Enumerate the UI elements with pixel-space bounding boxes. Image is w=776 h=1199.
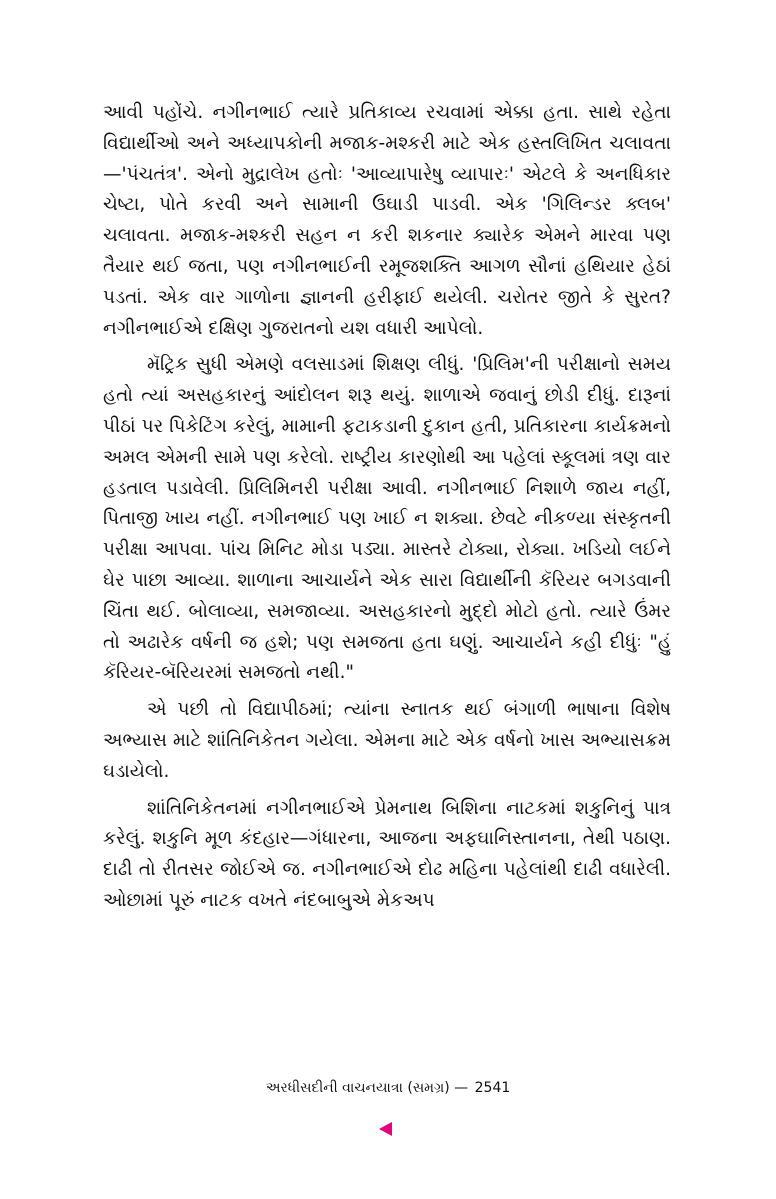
- page-footer: [0, 1078, 776, 1098]
- paragraph-2: મૅટ્રિક સુધી એમણે વલસાડમાં શિક્ષણ લીધું. 'પ્રિલિમ'ની પરીક્ષાનો સમય હતો ત્યાં અસહકારનું આંદોલન શરૂ થયું. શાળાએ જવાનું છોડી દીધું. દારૂનાં પીઠાં પર પિકેટિંગ કરેલું, મામાની ફટાકડાની દુકાન હતી, પ્રતિકારના કાર્યક્રમનો અમલ એમની સામે પણ કરેલો. રાષ્ટ્રીય કારણોથી આ પહેલાં સ્કૂલમાં ત્રણ વાર હડતાલ પડાવેલી. પ્રિલિમિનરી પરીક્ષા આવી. નગીનભાઈ નિશાળે જાય નહીં, પિતાજી ખાય નહીં. નગીનભાઈ પણ ખાઈ ન શક્યા. છેવટે નીકળ્યા સંસ્કૃતની પરીક્ષા આપવા. પાંચ મિનિટ મોડા પડ્યા. માસ્તરે ટોક્યા, રોક્યા. ખડિયો લઈને ઘેર પાછા આવ્યા. શાળાના આચાર્યને એક સારા વિદ્યાર્થીની કૅરિયર બગડવાની ચિંતા થઈ. બોલાવ્યા, સમજાવ્યા. અસહકારનો મુદ્દો મોટો હતો. ત્યારે ઉંમર તો અઢારેક વર્ષની જ હશે; પણ સમજતા હતા ઘણું. આચાર્યને કહી દીધુંઃ "હું કૅરિયર-બૅરિયરમાં સમજતો નથી.": [103, 354, 672, 684]
- paragraph-3: એ પછી તો વિદ્યાપીઠમાં; ત્યાંના સ્નાતક થઈ બંગાળી ભાષાના વિશેષ અભ્યાસ માટે શાંતિનિકેતન ગયેલા. એમના માટે એક વર્ષનો ખાસ અભ્યાસક્રમ ઘડાયેલો.: [103, 699, 671, 782]
- paragraph-1: આવી પહોંચે. નગીનભાઈ ત્યારે પ્રતિકાવ્ય રચવામાં એક્કા હતા. સાથે રહેતા વિદ્યાર્થીઓ અને અધ્યાપકોની મજાક-મશ્કરી માટે એક હસ્તલિખિત ચલાવતા—'પંચતંત્ર'. એનો મુદ્રાલેખ હતોઃ 'આવ્યાપારેષુ વ્યાપારઃ' એટલે કે અનધિકાર ચેષ્ટા, પોતે કરવી અને સામાની ઉઘાડી પાડવી. એક 'ગિલિન્ડર ક્લબ' ચલાવતા. મજાક-મશ્કરી સહન ન કરી શકનાર ક્યારેક એમને મારવા પણ તૈયાર થઈ જતા, પણ નગીનભાઈની રમૂજશક્તિ આગળ સૌનાં હથિયાર હેઠાં પડતાં. એક વાર ગાળોના જ્ઞાનની હરીફાઈ થયેલી. ચરોતર જીતે કે સુરત? નગીનભાઈએ દક્ષિણ ગુજરાતનો યશ વધારી આપેલો.: [103, 102, 671, 339]
- page-number: 2541: [474, 1080, 511, 1096]
- footer-book-title: અરધીસદીની વાચનયાત્રા (સમગ્ર) —: [265, 1080, 469, 1096]
- body-text: [103, 98, 671, 917]
- paragraph-4: શાંતિનિકેતનમાં નગીનભાઈએ પ્રેમનાથ બિશિના નાટકમાં શકુનિનું પાત્ર કરેલું. શકુનિ મૂળ કંદહાર—ગંધારના, આજના અફઘાનિસ્તાનના, તેથી પઠાણ. દાઢી તો રીતસર જોઈએ જ. નગીનભાઈએ દોઢ મહિના પહેલાંથી દાઢી વધારેલી. ઓછામાં પૂરું નાટક વખતે નંદબાબુએ મેકઅપ: [103, 797, 671, 911]
- triangle-left-icon[interactable]: [379, 1122, 392, 1136]
